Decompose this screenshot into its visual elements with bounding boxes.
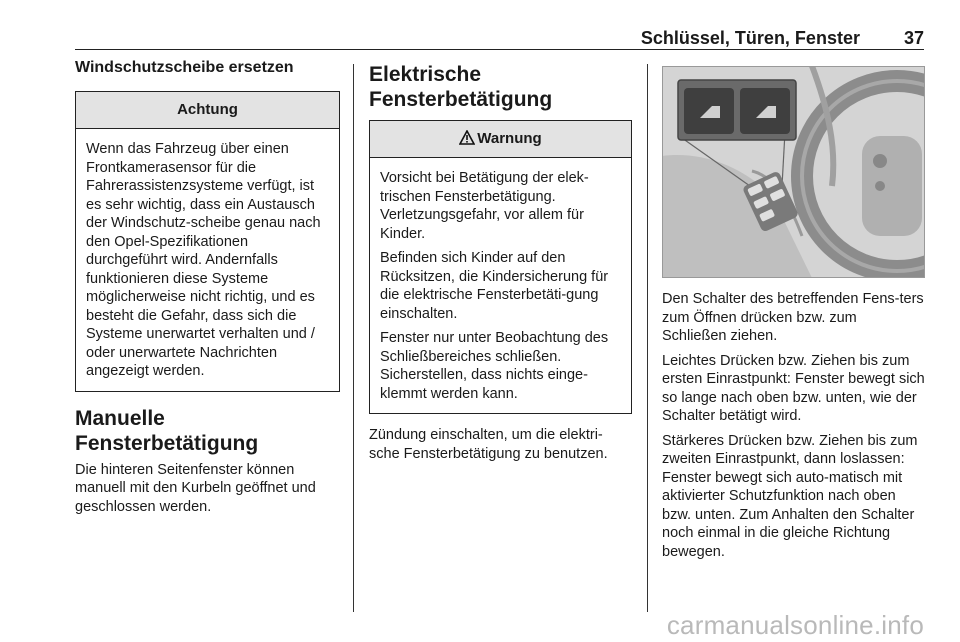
instruction-paragraph: Leichtes Drücken bzw. Ziehen bis zum ersten Einrastpunkt: Fenster bewegt sich so lange nach oben bzw. unten, wie der Schalter betätigt wird. [662,352,925,424]
instruction-paragraph: Den Schalter des betreffenden Fens-ters zum Öffnen drücken bzw. zum Schließen ziehen. [662,291,924,344]
page-header [75,28,924,50]
warning-box-title: Warnung [477,130,542,147]
column-left [75,59,340,522]
page-title: Schlüssel, Türen, Fenster [640,28,860,48]
instruction-paragraph: Stärkeres Drücken bzw. Ziehen bis zum zweiten Einrastpunkt, dann loslassen: Fenster bewegt sich auto-matisch mit aktivierter Schutzfunktion nach oben bzw. unten. Zum Anhalten den Schalter noch einmal in die gleiche Richtung bewegen. [662,432,918,560]
caution-box-title: Achtung [76,92,339,129]
manual-heading: Manuelle Fensterbetätigung [75,406,259,455]
header-rule [75,49,924,50]
manual-text: Die hinteren Seitenfenster können manuell mit den Kurbeln geöffnet und geschlossen werden. [75,461,316,515]
column-middle [369,62,632,469]
ignition-text: Zündung einschalten, um die elektri-sche Fensterbetätigung zu benutzen. [369,427,608,462]
section-heading: Windschutzscheibe ersetzen [75,59,294,76]
warning-paragraph: Befinden sich Kinder auf den Rücksitzen, die Kindersicherung für die elektrische Fensterbetäti-gung einschalten. [380,250,609,322]
warning-triangle-icon [459,130,475,145]
caution-box [75,91,340,392]
column-divider [647,64,648,612]
window-switch-illustration [662,66,925,278]
warning-paragraph: Vorsicht bei Betätigung der elek-trischen Fensterbetätigung. Verletzungsgefahr, vor allem für Kinder. [380,170,589,242]
column-right [662,66,925,567]
warning-box [369,120,632,414]
section-heading: Elektrische Fensterbetätigung [369,63,553,111]
column-divider [353,64,354,612]
page-number: 37 [903,28,924,48]
warning-paragraph: Fenster nur unter Beobachtung des Schließbereiches schließen. Sicherstellen, dass nichts einge-klemmt werden kann. [380,330,609,402]
watermark: carmanualsonline.info [666,610,924,640]
caution-text: Wenn das Fahrzeug über einen Frontkamerasensor für die Fahrerassistenzsysteme verfügt, ist es sehr wichtig, dass ein Austausch der Windschutz-scheibe genau nach den Opel-Spezifikationen durchgeführt wird. Andernfalls funktionieren diese Systeme möglicherweise nicht richtig, und es besteht die Gefahr, dass sich die Systeme unerwartet verhalten und / oder unerwartete Nachrichten angezeigt werden. [86,141,321,379]
